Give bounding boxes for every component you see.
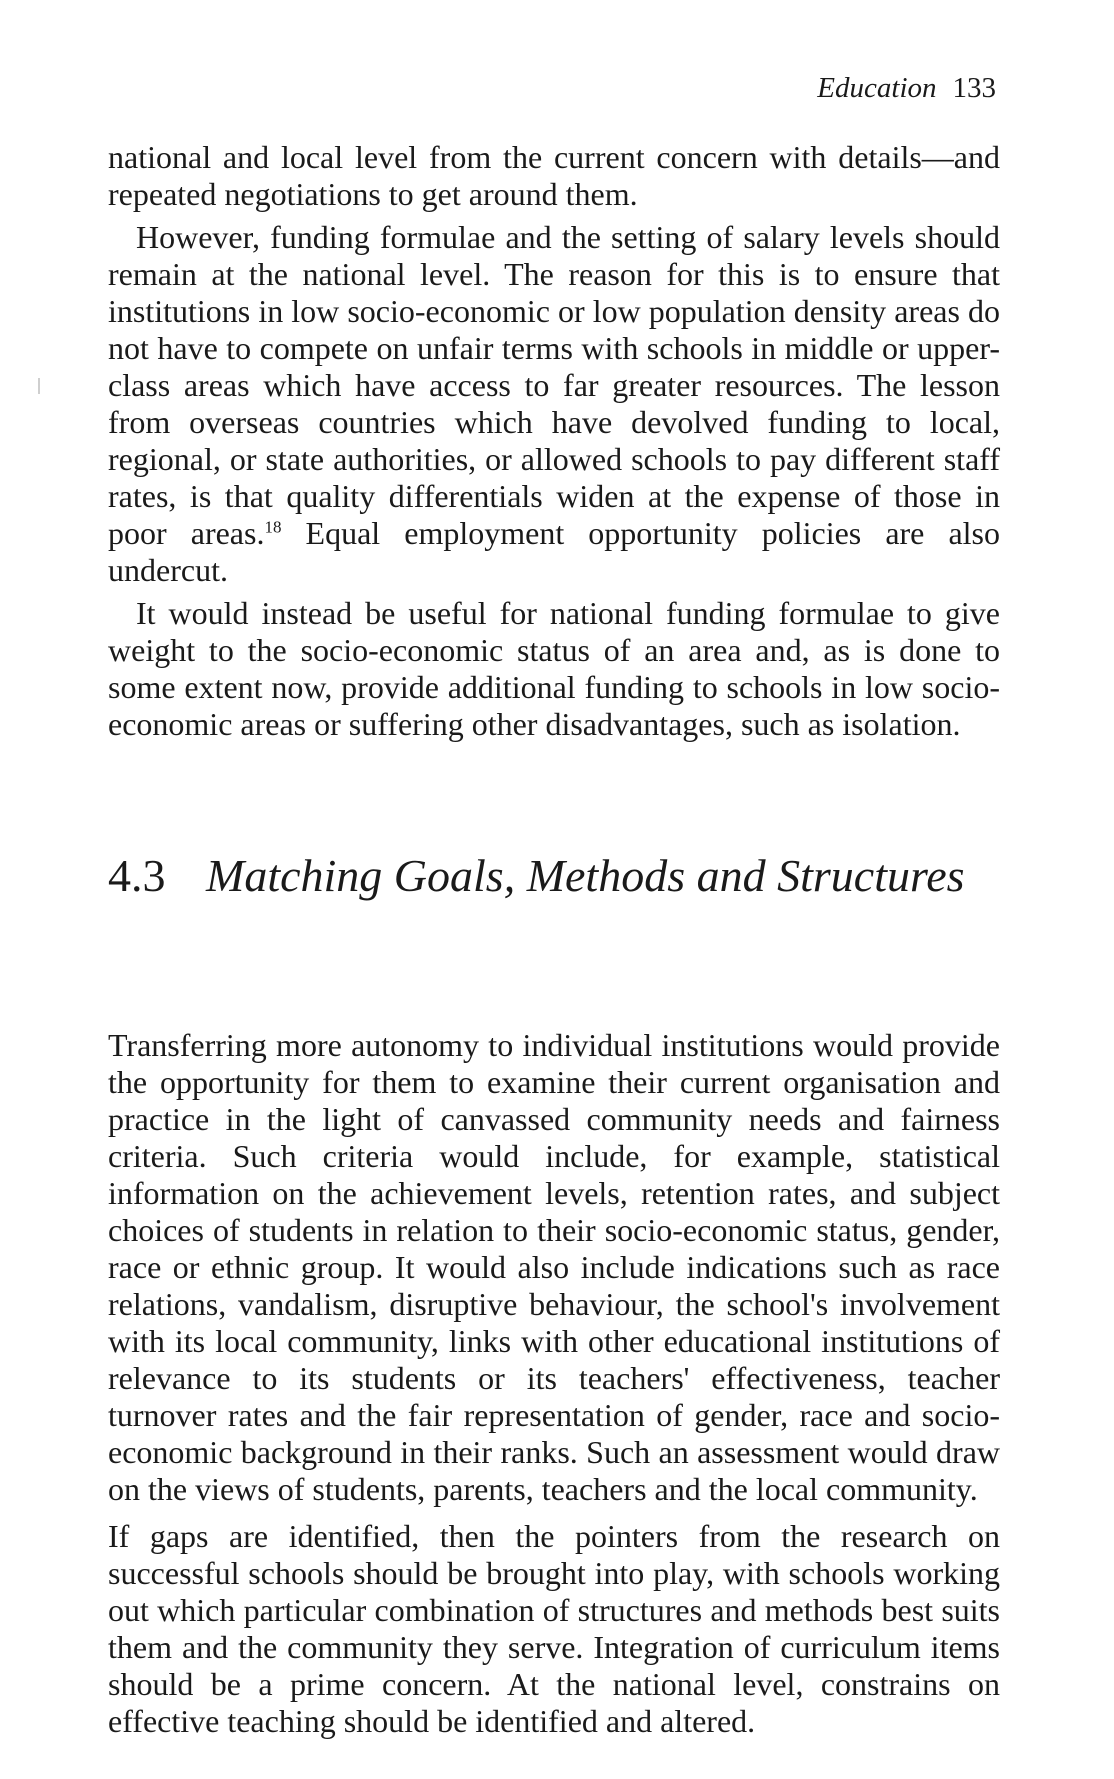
paragraph: It would instead be useful for national funding formulae to give weight to the socio-economic status of an area and, as is done to some extent now, provide additional funding to schools in low socio-economic areas or suffering other disadvantages, such as isolation. — [108, 595, 1000, 742]
section-title: Matching Goals, Methods and Structures — [206, 850, 965, 901]
paragraph: national and local level from the current concern with details—and repeated negotiations to get around them. — [108, 139, 1000, 212]
paragraph-text: However, funding formulae and the setting of salary levels should remain at the national level. The reason for this is to ensure that institutions in low socio-economic or low population density areas do not have to compete on unfair terms with schools in middle or upper-class areas which have access to far greater resources. The lesson from overseas countries which have devolved funding to local, regional, or state authorities, or allowed schools to pay different staff rates, is that quality differentials widen at the expense of those in poor areas. — [108, 219, 1000, 551]
section-number: 4.3 — [108, 850, 166, 901]
paragraph — [108, 219, 1000, 589]
footnote-reference: 18 — [264, 517, 282, 537]
running-title: Education — [817, 72, 937, 104]
body-text-after-section — [108, 1027, 1000, 1740]
page-number: 133 — [952, 72, 996, 104]
margin-mark — [38, 378, 40, 394]
paragraph: If gaps are identified, then the pointers from the research on successful schools should be brought into play, with schools working out which particular combination of structures and methods best suits them and the community they serve. Integration of curriculum items should be a prime concern. At the national level, constrains on effective teaching should be identified and altered. — [108, 1518, 1000, 1739]
running-head — [817, 70, 996, 106]
paragraph-text: Equal employment opportunity policies are also undercut. — [108, 515, 1000, 588]
section-heading — [108, 848, 1000, 904]
paragraph: Transferring more autonomy to individual institutions would provide the opportunity for them to examine their current organisation and practice in the light of canvassed community needs and fairness criteria. Such criteria would include, for example, statistical information on the achievement levels, retention rates, and subject choices of students in relation to their socio-economic status, gender, race or ethnic group. It would also include indications such as race relations, vandalism, disruptive behaviour, the school's involvement with its local community, links with other educational institutions of relevance to its students or its teachers' effectiveness, teacher turnover rates and the fair representation of gender, race and socio-economic background in their ranks. Such an assessment would draw on the views of students, parents, teachers and the local community. — [108, 1027, 1000, 1507]
body-text-before-section — [108, 139, 1000, 743]
